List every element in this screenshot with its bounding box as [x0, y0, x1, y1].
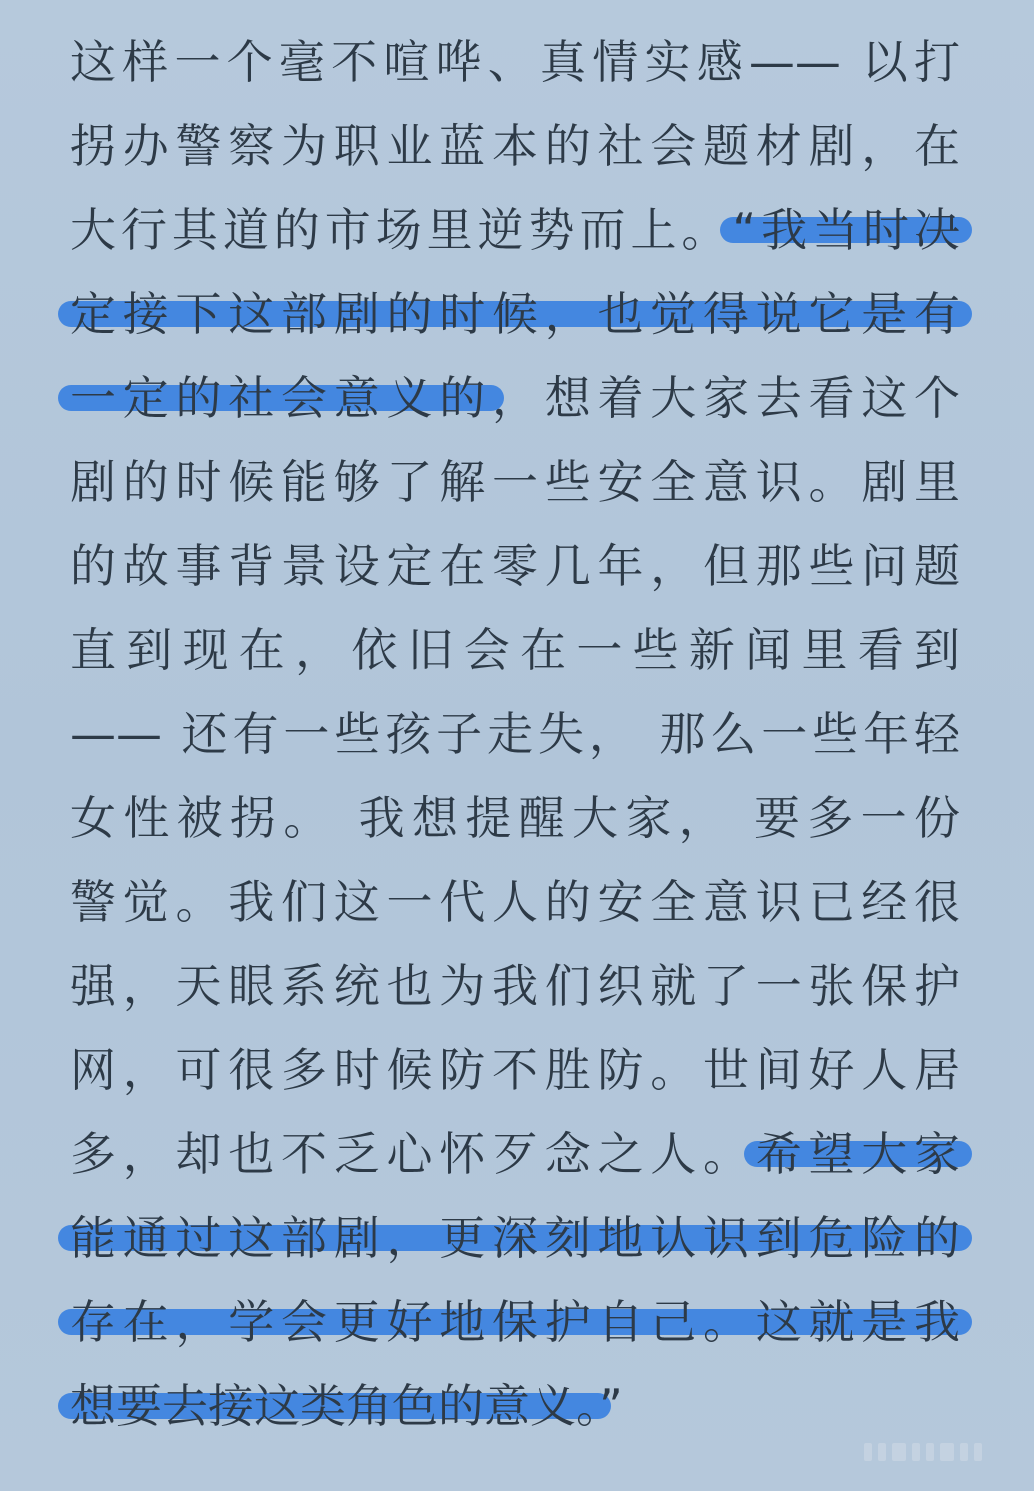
text-segment: 女性被拐。 我想提醒大家， 要多一份	[70, 791, 960, 845]
text-segment: ”	[599, 1379, 623, 1433]
text-line	[70, 104, 960, 188]
highlighted-text: 定接下这部剧的时候，也觉得说它是有	[70, 287, 960, 341]
highlighted-text: 存在，学会更好地保护自己。这就是我	[70, 1295, 960, 1349]
text-segment: 直到现在，依旧会在一些新闻里看到	[70, 623, 960, 677]
text-segment: 的故事背景设定在零几年，但那些问题	[70, 539, 960, 593]
highlighted-text: 一定的社会意义的	[70, 371, 492, 425]
text-line	[70, 188, 960, 272]
highlighted-text: 希望大家	[755, 1127, 960, 1181]
text-line	[70, 1112, 960, 1196]
text-line	[70, 860, 960, 944]
highlighted-text: “我当时决	[732, 203, 960, 257]
watermark-mark	[912, 1443, 920, 1461]
text-line	[70, 692, 960, 776]
text-line	[70, 356, 960, 440]
text-segment: 强，天眼系统也为我们织就了一张保护	[70, 959, 960, 1013]
watermark-mark	[940, 1443, 954, 1461]
text-line	[70, 1028, 960, 1112]
watermark	[864, 1443, 982, 1461]
text-line	[70, 272, 960, 356]
text-segment: —— 还有一些孩子走失， 那么一些年轻	[70, 707, 960, 761]
text-line	[70, 1280, 960, 1364]
watermark-mark	[960, 1443, 968, 1461]
watermark-mark	[864, 1443, 872, 1461]
text-line	[70, 524, 960, 608]
text-line	[70, 944, 960, 1028]
text-segment: 多，却也不乏心怀歹念之人。	[70, 1127, 756, 1181]
text-line	[70, 608, 960, 692]
text-line	[70, 1196, 960, 1280]
highlighted-text: 能通过这部剧，更深刻地认识到危险的	[70, 1211, 960, 1265]
text-segment: 网，可很多时候防不胜防。世间好人居	[70, 1043, 960, 1097]
text-segment: 大行其道的市场里逆势而上。	[70, 203, 733, 257]
text-line	[70, 776, 960, 860]
watermark-mark	[878, 1443, 886, 1461]
watermark-mark	[892, 1443, 906, 1461]
text-line	[70, 1364, 960, 1448]
text-segment: 这样一个毫不喧哗、真情实感—— 以打	[70, 35, 960, 89]
article-text	[70, 20, 960, 1448]
text-segment: 剧的时候能够了解一些安全意识。剧里	[70, 455, 960, 509]
text-line	[70, 440, 960, 524]
watermark-mark	[974, 1443, 982, 1461]
highlighted-text: 想要去接这类角色的意义。	[70, 1379, 599, 1433]
text-segment: ，想着大家去看这个	[492, 371, 960, 425]
text-line	[70, 20, 960, 104]
text-segment: 警觉。我们这一代人的安全意识已经很	[70, 875, 960, 929]
text-segment: 拐办警察为职业蓝本的社会题材剧，在	[70, 119, 960, 173]
watermark-mark	[926, 1443, 934, 1461]
